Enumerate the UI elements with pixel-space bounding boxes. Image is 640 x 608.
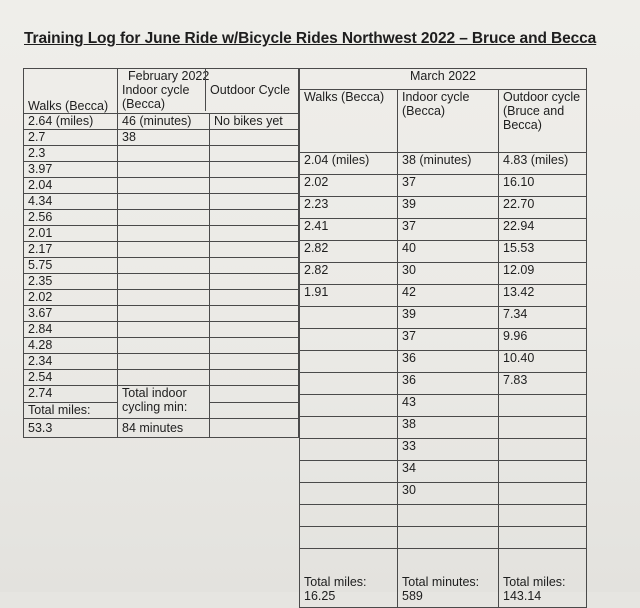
mar-walk-cell: 2.04 (miles) <box>300 153 398 175</box>
table-row <box>24 386 299 403</box>
feb-outdoor-cell <box>210 226 299 242</box>
mar-walk-cell: 2.41 <box>300 219 398 241</box>
feb-indoor-cell <box>118 242 210 258</box>
feb-walk-cell: 2.74 <box>24 386 118 403</box>
feb-indoor-cell <box>118 226 210 242</box>
mar-walk-cell <box>300 439 398 461</box>
mar-outdoor-cell: 7.34 <box>499 307 587 329</box>
table-row <box>24 370 299 386</box>
table-row <box>300 153 587 175</box>
feb-outdoor-cell <box>210 290 299 306</box>
feb-outdoor-cell <box>210 258 299 274</box>
table-row <box>24 274 299 290</box>
table-row <box>300 483 587 505</box>
table-row <box>300 197 587 219</box>
mar-outdoor-cell <box>499 527 587 549</box>
mar-outdoor-cell <box>499 505 587 527</box>
feb-walk-cell: 3.67 <box>24 306 118 322</box>
feb-outdoor-cell <box>210 274 299 290</box>
mar-walk-cell: 1.91 <box>300 285 398 307</box>
feb-outdoor-cell <box>210 194 299 210</box>
mar-outdoor-cell: 22.94 <box>499 219 587 241</box>
feb-outdoor-cell <box>210 402 299 419</box>
table-row <box>300 285 587 307</box>
table-row <box>300 439 587 461</box>
mar-walk-cell <box>300 351 398 373</box>
feb-indoor-cell <box>118 274 210 290</box>
mar-walk-cell: 2.82 <box>300 241 398 263</box>
mar-walk-cell <box>300 483 398 505</box>
mar-outdoor-cell: 12.09 <box>499 263 587 285</box>
mar-indoor-cell <box>398 505 499 527</box>
feb-indoor-cell <box>118 322 210 338</box>
mar-walk-cell <box>300 527 398 549</box>
feb-month-header <box>118 69 299 114</box>
feb-indoor-cell: 46 (minutes) <box>118 114 210 130</box>
table-row <box>24 306 299 322</box>
feb-indoor-cell <box>118 290 210 306</box>
mar-indoor-cell: 36 <box>398 373 499 395</box>
table-row <box>300 417 587 439</box>
mar-outdoor-cell: 9.96 <box>499 329 587 351</box>
mar-total-indoor-value: 589 <box>402 589 423 603</box>
feb-outdoor-cell <box>210 162 299 178</box>
feb-indoor-cell <box>118 370 210 386</box>
mar-outdoor-cell <box>499 395 587 417</box>
mar-walks-header: Walks (Becca) <box>300 90 398 153</box>
feb-outdoor-cell <box>210 306 299 322</box>
table-row <box>300 395 587 417</box>
feb-month-label: February 2022 <box>128 69 210 83</box>
feb-walk-cell: 3.97 <box>24 162 118 178</box>
feb-indoor-cell <box>118 194 210 210</box>
mar-walk-cell <box>300 373 398 395</box>
table-row <box>24 354 299 370</box>
table-row <box>300 219 587 241</box>
table-row <box>24 130 299 146</box>
table-row <box>24 146 299 162</box>
mar-indoor-cell: 34 <box>398 461 499 483</box>
feb-outdoor-cell <box>210 322 299 338</box>
mar-walk-cell <box>300 307 398 329</box>
feb-total-indoor-value: 84 minutes <box>118 419 210 438</box>
feb-outdoor-cell <box>210 386 299 403</box>
feb-indoor-cell <box>118 258 210 274</box>
feb-outdoor-header: Outdoor Cycle <box>205 69 294 112</box>
table-row <box>24 322 299 338</box>
totals-row <box>300 549 587 608</box>
mar-total-walks-label: Total miles: <box>304 575 367 589</box>
mar-indoor-cell: 42 <box>398 285 499 307</box>
table-row <box>24 290 299 306</box>
table-row <box>300 505 587 527</box>
feb-outdoor-cell <box>210 130 299 146</box>
feb-walks-header: Walks (Becca) <box>24 69 118 114</box>
feb-total-miles-label: Total miles: <box>24 402 118 419</box>
feb-walk-cell: 2.54 <box>24 370 118 386</box>
mar-outdoor-header: Outdoor cycle (Bruce and Becca) <box>499 90 587 153</box>
mar-outdoor-cell <box>499 417 587 439</box>
mar-month-header: March 2022 <box>300 69 587 90</box>
feb-indoor-cell: 38 <box>118 130 210 146</box>
table-row <box>24 114 299 130</box>
mar-indoor-cell: 43 <box>398 395 499 417</box>
mar-outdoor-cell: 22.70 <box>499 197 587 219</box>
feb-walk-cell: 2.17 <box>24 242 118 258</box>
mar-indoor-cell: 39 <box>398 197 499 219</box>
table-row <box>300 241 587 263</box>
mar-total-walks-value: 16.25 <box>304 589 336 603</box>
march-table <box>299 68 587 608</box>
table-row <box>300 307 587 329</box>
feb-indoor-cell <box>118 146 210 162</box>
mar-total-indoor-label: Total minutes: <box>402 575 480 589</box>
table-row <box>24 338 299 354</box>
page-title: Training Log for June Ride w/Bicycle Rides Northwest 2022 – Bruce and Becca <box>24 30 597 47</box>
mar-outdoor-cell: 16.10 <box>499 175 587 197</box>
feb-walk-cell: 2.35 <box>24 274 118 290</box>
mar-total-walks <box>300 549 398 608</box>
mar-walk-cell <box>300 461 398 483</box>
mar-indoor-cell <box>398 527 499 549</box>
mar-total-outdoor-label: Total miles: <box>503 575 566 589</box>
mar-indoor-cell: 38 <box>398 417 499 439</box>
table-row <box>300 373 587 395</box>
mar-total-indoor <box>398 549 499 608</box>
feb-walk-cell: 2.02 <box>24 290 118 306</box>
feb-indoor-cell <box>118 210 210 226</box>
feb-indoor-header: Indoor cycle (Becca) <box>122 83 190 111</box>
feb-indoor-cell <box>118 306 210 322</box>
table-row <box>24 162 299 178</box>
feb-outdoor-cell <box>210 338 299 354</box>
mar-indoor-cell: 39 <box>398 307 499 329</box>
table-row <box>24 258 299 274</box>
feb-walk-cell: 4.28 <box>24 338 118 354</box>
feb-walk-cell: 2.56 <box>24 210 118 226</box>
mar-outdoor-cell <box>499 439 587 461</box>
feb-total-miles-value: 53.3 <box>24 419 118 438</box>
mar-indoor-cell: 30 <box>398 483 499 505</box>
mar-total-outdoor <box>499 549 587 608</box>
table-row <box>24 210 299 226</box>
feb-walk-cell: 2.3 <box>24 146 118 162</box>
feb-indoor-cell <box>118 338 210 354</box>
feb-walk-cell: 2.01 <box>24 226 118 242</box>
feb-outdoor-cell <box>210 178 299 194</box>
feb-indoor-cell <box>118 162 210 178</box>
table-row <box>24 194 299 210</box>
table-row <box>300 527 587 549</box>
mar-outdoor-cell: 4.83 (miles) <box>499 153 587 175</box>
feb-outdoor-cell <box>210 146 299 162</box>
mar-indoor-cell: 33 <box>398 439 499 461</box>
feb-outdoor-cell <box>210 210 299 226</box>
table-row <box>24 178 299 194</box>
table-row <box>300 351 587 373</box>
mar-walk-cell <box>300 505 398 527</box>
mar-indoor-cell: 38 (minutes) <box>398 153 499 175</box>
feb-outdoor-cell: No bikes yet <box>210 114 299 130</box>
table-row <box>300 329 587 351</box>
mar-outdoor-cell: 10.40 <box>499 351 587 373</box>
mar-outdoor-cell <box>499 483 587 505</box>
feb-indoor-cell <box>118 354 210 370</box>
feb-outdoor-cell <box>210 370 299 386</box>
mar-walk-cell: 2.02 <box>300 175 398 197</box>
mar-indoor-header: Indoor cycle (Becca) <box>398 90 499 153</box>
feb-walk-cell: 2.04 <box>24 178 118 194</box>
table-row <box>24 419 299 438</box>
mar-total-outdoor-value: 143.14 <box>503 589 542 603</box>
table-row <box>24 226 299 242</box>
feb-walk-cell: 2.84 <box>24 322 118 338</box>
mar-indoor-cell: 40 <box>398 241 499 263</box>
feb-walk-cell: 4.34 <box>24 194 118 210</box>
table-row <box>300 461 587 483</box>
feb-outdoor-cell <box>210 242 299 258</box>
feb-indoor-cell <box>118 178 210 194</box>
mar-indoor-cell: 37 <box>398 175 499 197</box>
mar-walk-cell <box>300 329 398 351</box>
feb-outdoor-cell <box>210 354 299 370</box>
mar-outdoor-cell: 15.53 <box>499 241 587 263</box>
mar-outdoor-cell: 13.42 <box>499 285 587 307</box>
feb-walk-cell: 5.75 <box>24 258 118 274</box>
mar-walk-cell: 2.23 <box>300 197 398 219</box>
feb-outdoor-cell <box>210 419 299 438</box>
mar-indoor-cell: 30 <box>398 263 499 285</box>
table-row <box>300 263 587 285</box>
table-row <box>300 175 587 197</box>
mar-outdoor-cell <box>499 461 587 483</box>
mar-indoor-cell: 37 <box>398 219 499 241</box>
mar-outdoor-cell: 7.83 <box>499 373 587 395</box>
feb-walk-cell: 2.7 <box>24 130 118 146</box>
table-row <box>24 242 299 258</box>
mar-indoor-cell: 37 <box>398 329 499 351</box>
mar-walk-cell <box>300 417 398 439</box>
february-table <box>23 68 299 438</box>
mar-walk-cell <box>300 395 398 417</box>
feb-total-indoor-label: Total indoor cycling min: <box>118 386 210 419</box>
feb-walk-cell: 2.64 (miles) <box>24 114 118 130</box>
feb-walk-cell: 2.34 <box>24 354 118 370</box>
mar-walk-cell: 2.82 <box>300 263 398 285</box>
mar-indoor-cell: 36 <box>398 351 499 373</box>
